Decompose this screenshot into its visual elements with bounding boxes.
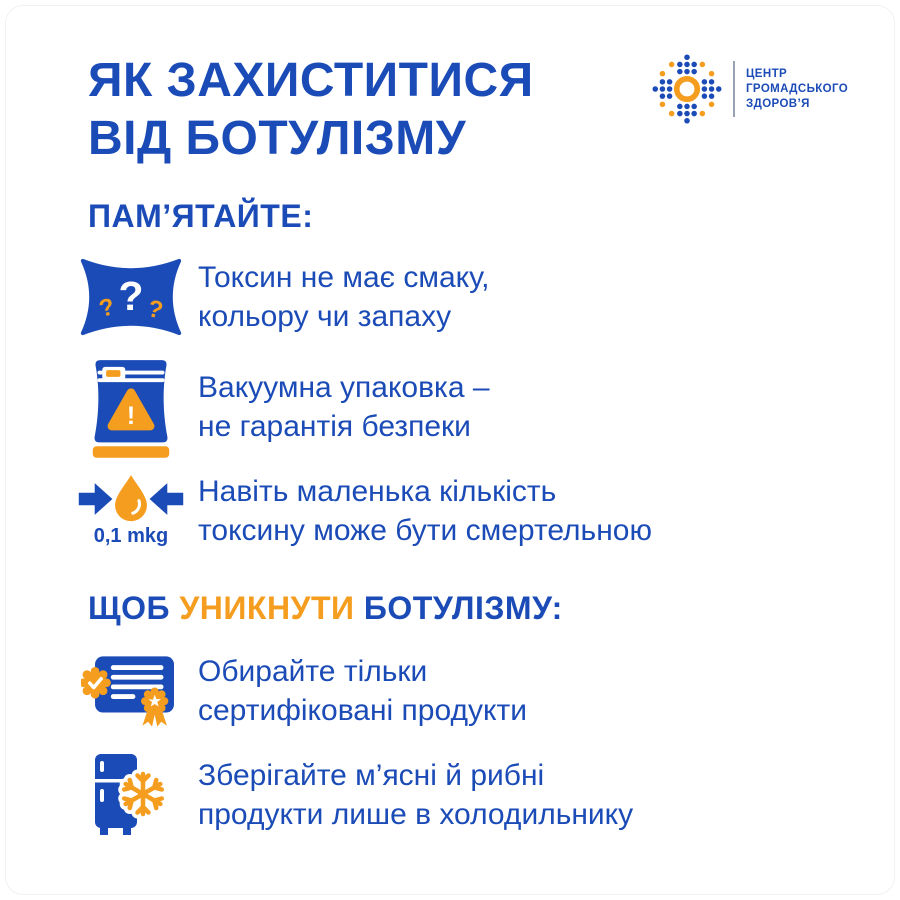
- svg-text:?: ?: [96, 293, 118, 323]
- list-item: [68, 250, 489, 344]
- org-name-line1: ЦЕНТР: [746, 67, 788, 80]
- item-text: Токсин не має смаку, кольору чи запаху: [198, 261, 490, 333]
- item-text: Навіть маленька кількість токсину може бути смертельною: [198, 475, 652, 547]
- page-title-line2: ВІД БОТУЛІЗМУ: [88, 112, 467, 165]
- item-text: Вакуумна упаковка – не гарантія безпеки: [198, 371, 490, 443]
- refrigerator-snowflake-icon: [68, 750, 194, 840]
- list-item: [68, 642, 527, 740]
- section-heading-remember: ПАМ’ЯТАЙТЕ:: [88, 198, 314, 234]
- certificate-icon: [68, 651, 194, 732]
- section-heading-avoid: ЩОБ УНИКНУТИ БОТУЛІЗМУ:: [88, 590, 563, 626]
- svg-text:?: ?: [144, 295, 166, 325]
- org-logo-mark: [644, 46, 730, 132]
- org-logo: [644, 46, 848, 132]
- page-title-line1: ЯК ЗАХИСТИТИСЯ: [88, 54, 534, 107]
- vacuum-pack-warning-icon: [68, 356, 194, 458]
- item-text: Обирайте тільки сертифіковані продукти: [198, 655, 527, 727]
- item-text: Зберігайте м’ясні й рибні продукти лише в холодильнику: [198, 759, 634, 831]
- org-name-line2: ГРОМАДСЬКОГО: [746, 82, 849, 95]
- org-logo-text: [746, 67, 848, 112]
- page-title: [88, 52, 534, 168]
- svg-text:?: ?: [118, 273, 144, 319]
- heading-highlight: УНИКНУТИ: [179, 590, 355, 626]
- logo-divider: [733, 61, 735, 117]
- list-item: [68, 746, 633, 844]
- lethal-dose-droplet-icon: [68, 474, 194, 548]
- org-name-line3: ЗДОРОВ’Я: [746, 97, 810, 110]
- unknown-substance-icon: [68, 257, 194, 337]
- list-item: [68, 462, 652, 560]
- svg-text:!: !: [126, 402, 136, 431]
- dose-caption: 0,1 mkg: [93, 525, 169, 547]
- list-item: [68, 352, 490, 462]
